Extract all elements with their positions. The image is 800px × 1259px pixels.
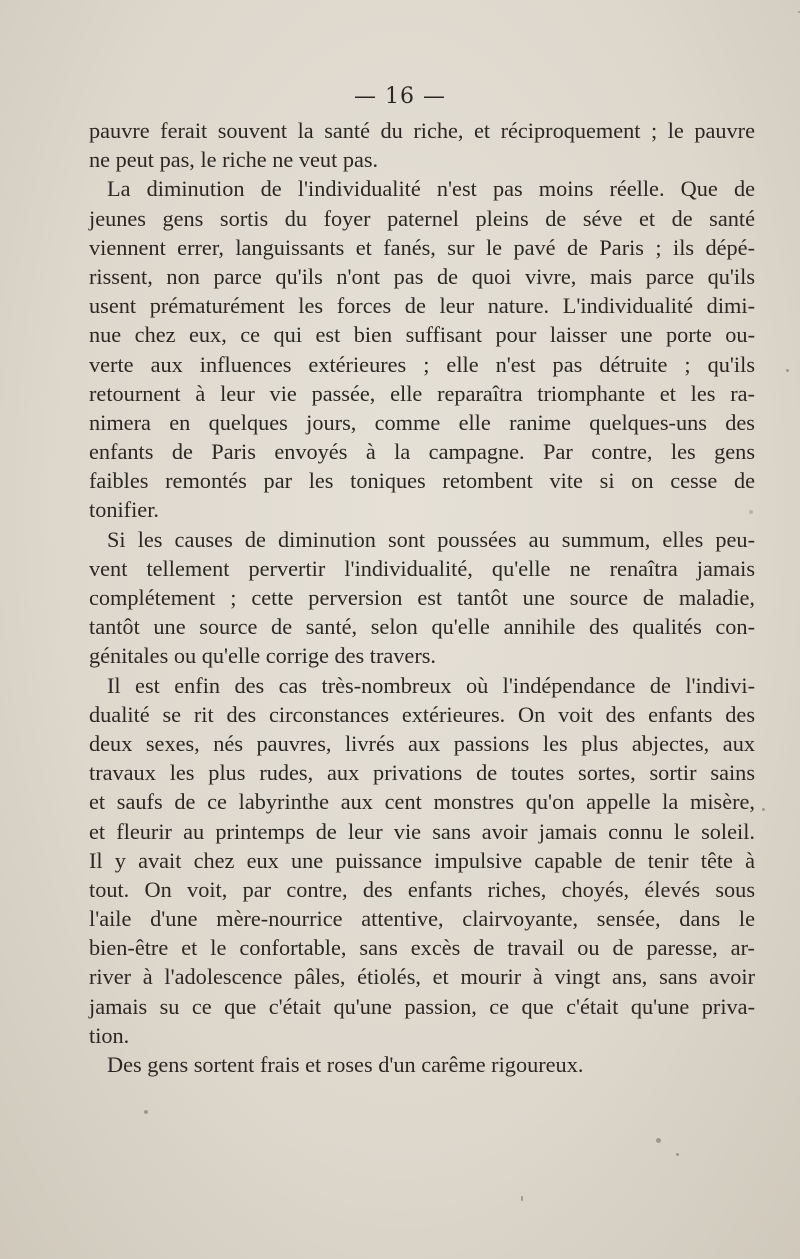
paper-speck: [762, 808, 765, 811]
text-line: tout. On voit, par contre, des enfants riches, choyés, élevés sous: [89, 876, 755, 902]
text-line: tion.: [89, 1022, 130, 1048]
text-line: Si les causes de diminution sont poussées au summum, elles peu-: [107, 526, 755, 552]
text-line: complétement ; cette perversion est tantôt une source de maladie,: [89, 585, 755, 610]
text-line: et fleurir au printemps de leur vie sans avoir jamais connu le soleil.: [89, 818, 755, 844]
paper-speck: [786, 369, 789, 372]
text-line: retournent à leur vie passée, elle reparaîtra triomphante et les ra-: [89, 380, 755, 406]
text-line: viennent errer, languissants et fanés, sur le pavé de Paris ; ils dépé-: [89, 234, 755, 260]
text-line: jeunes gens sortis du foyer paternel pleins de séve et de santé: [89, 205, 755, 231]
text-line: et saufs de ce labyrinthe aux cent monstres qu'on appelle la misère,: [89, 789, 755, 815]
text-line: usent prématurément les forces de leur nature. L'individualité dimi-: [89, 293, 755, 319]
text-line: bien-être et le confortable, sans excès de travail ou de paresse, ar-: [89, 935, 755, 961]
text-line: jamais su ce que c'était qu'une passion, ce que c'était qu'une priva-: [89, 993, 755, 1019]
text-line: Il y avait chez eux une puissance impulsive capable de tenir tête à: [89, 847, 755, 873]
paper-speck: [676, 1153, 679, 1156]
text-line: nue chez eux, ce qui est bien suffisant pour laisser une porte ou-: [89, 322, 755, 348]
text-line: travaux les plus rudes, aux privations de toutes sortes, sortir sains: [89, 760, 755, 786]
text-line: génitales ou qu'elle corrige des travers.: [89, 643, 437, 669]
text-line: La diminution de l'individualité n'est pas moins réelle. Que de: [107, 176, 755, 202]
text-line: ne peut pas, le riche ne veut pas.: [89, 147, 379, 173]
text-line: vent tellement pervertir l'individualité, qu'elle ne renaîtra jamais: [89, 555, 755, 581]
text-line: nimera en quelques jours, comme elle ranime quelques-uns des: [89, 409, 755, 435]
text-line: Il est enfin des cas très-nombreux où l'indépendance de l'indivi-: [107, 672, 755, 698]
text-line: dualité se rit des circonstances extérieures. On voit des enfants des: [89, 701, 755, 727]
text-line: enfants de Paris envoyés à la campagne. Par contre, les gens: [89, 439, 755, 465]
text-line: faibles remontés par les toniques retombent vite si on cesse de: [89, 468, 755, 494]
text-line: rissent, non parce qu'ils n'ont pas de quoi vivre, mais parce qu'ils: [89, 263, 755, 289]
text-line: l'aile d'une mère-nourrice attentive, clairvoyante, sensée, dans le: [89, 906, 755, 932]
text-line: tantôt une source de santé, selon qu'elle annihile des qualités con-: [89, 614, 755, 640]
text-line: deux sexes, nés pauvres, livrés aux passions les plus abjectes, aux: [89, 730, 755, 756]
text-line: tonifier.: [89, 497, 159, 523]
text-line: pauvre ferait souvent la santé du riche, et réciproquement ; le pauvre: [89, 118, 755, 143]
paper-speck: [521, 1196, 523, 1201]
body-text: [89, 116, 755, 1079]
paper-speck: [656, 1138, 661, 1143]
text-line: Des gens sortent frais et roses d'un carême rigoureux.: [107, 1052, 584, 1077]
paper-speck: [144, 1110, 148, 1114]
page-number: — 16 —: [354, 84, 446, 109]
text-line: river à l'adolescence pâles, étiolés, et mourir à vingt ans, sans avoir: [89, 964, 755, 990]
paper-speck: [749, 510, 753, 514]
text-line: verte aux influences extérieures ; elle n'est pas détruite ; qu'ils: [89, 351, 755, 377]
